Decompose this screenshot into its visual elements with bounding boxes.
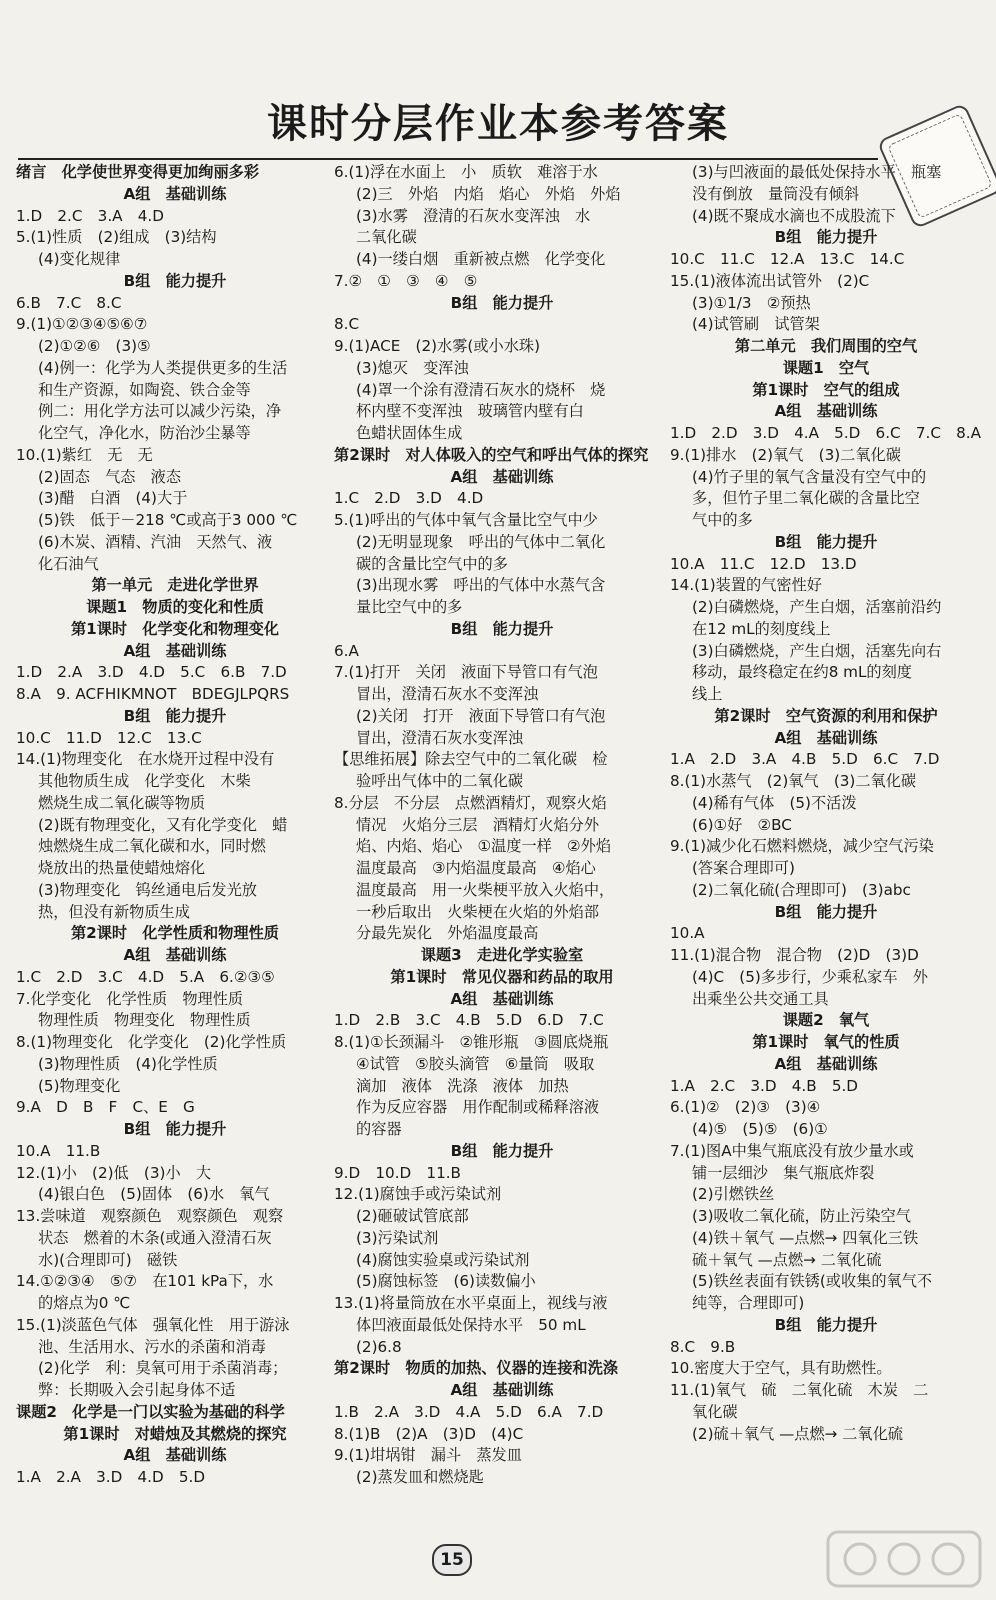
answer-line: (2)砸破试管底部 bbox=[356, 1207, 469, 1225]
answer-line: 1.D 2.D 3.D 4.A 5.D 6.C 7.C 8.A bbox=[670, 424, 982, 442]
page-title: 课时分层作业本参考答案 bbox=[267, 100, 729, 147]
watermark-logo bbox=[824, 1528, 984, 1590]
answer-line: (3)①1/3 ②预热 bbox=[692, 293, 811, 312]
answer-line: 在12 mL的刻度线上 bbox=[692, 619, 831, 638]
section-heading: 第二单元 我们周围的空气 bbox=[734, 337, 918, 355]
answer-line: 7.(1)打开 关闭 液面下导管口有气泡 bbox=[334, 663, 598, 682]
answer-line: 8.(1)物理变化 化学变化 (2)化学性质 bbox=[16, 1033, 287, 1051]
answer-line: (3)污染试剂 bbox=[356, 1228, 439, 1247]
answer-line: (2)三 外焰 内焰 焰心 外焰 外焰 bbox=[356, 184, 621, 203]
answer-line: (3)吸收二氧化硫，防止污染空气 bbox=[692, 1207, 911, 1225]
answer-line: (2)白磷燃烧，产生白烟，活塞前沿约 bbox=[692, 598, 942, 616]
answer-line: (2)化学 利：臭氧可用于杀菌消毒； bbox=[38, 1359, 288, 1378]
answer-line: 13.(1)将量筒放在水平桌面上，视线与液 bbox=[334, 1294, 608, 1312]
answer-line: 9.D 10.D 11.B bbox=[334, 1163, 461, 1182]
answer-line: 出乘坐公共交通工具 bbox=[692, 989, 829, 1008]
answer-line: 化空气，净化水，防治沙尘暴等 bbox=[38, 424, 251, 442]
section-heading: 第1课时 化学变化和物理变化 bbox=[70, 619, 279, 638]
answer-line: 情况 火焰分三层 酒精灯火焰分外 bbox=[356, 815, 599, 834]
section-heading: B组 能力提升 bbox=[774, 228, 878, 247]
answer-line: 9.(1)坩埚钳 漏斗 蒸发皿 bbox=[334, 1446, 522, 1465]
answer-line: 烛燃烧生成二氧化碳和水，同时燃 bbox=[38, 837, 266, 856]
section-heading: 第1课时 对蜡烛及其燃烧的探究 bbox=[63, 1424, 287, 1443]
answer-line: 水)(合理即可) 磁铁 bbox=[38, 1250, 178, 1269]
answer-line: (3)白磷燃烧，产生白烟，活塞先向右 bbox=[692, 641, 942, 660]
answer-line: (3)物理变化 钨丝通电后发光放 bbox=[38, 880, 257, 899]
answer-line: 弊：长期吸入会引起身体不适 bbox=[38, 1381, 236, 1399]
section-heading: 第2课时 对人体吸入的空气和呼出气体的探究 bbox=[334, 445, 649, 464]
answer-line: 1.C 2.D 3.C 4.D 5.A 6.②③⑤ bbox=[16, 967, 275, 986]
answer-line: (3)熄灭 变浑浊 bbox=[356, 358, 469, 377]
answer-line: 10.A 11.C 12.D 13.D bbox=[670, 554, 857, 573]
answer-line: 硫＋氧气 —点燃→ 二氧化硫 bbox=[692, 1250, 882, 1269]
section-heading: 课题1 物质的变化和性质 bbox=[86, 598, 264, 616]
answer-line: (6)①好 ②BC bbox=[692, 815, 792, 834]
answer-line: 移动，最终稳定在约8 mL的刻度 bbox=[692, 663, 912, 682]
answer-line: (2)关闭 打开 液面下导管口有气泡 bbox=[356, 706, 606, 725]
answer-line: (5)铁 低于－218 ℃或高于3 000 ℃ bbox=[38, 511, 298, 529]
answer-line: 6.A bbox=[334, 641, 359, 660]
answer-line: 8.(1)①长颈漏斗 ②锥形瓶 ③圆底烧瓶 bbox=[334, 1033, 609, 1051]
answer-line: 没有倒放 量筒没有倾斜 bbox=[692, 184, 860, 203]
answer-line: (2)二氧化硫(合理即可) (3)abc bbox=[692, 880, 911, 899]
answer-line: (5)物理变化 bbox=[38, 1076, 121, 1095]
answer-line: 11.(1)混合物 混合物 (2)D (3)D bbox=[670, 946, 919, 964]
answer-line: 9.(1)排水 (2)氧气 (3)二氧化碳 bbox=[670, 445, 901, 464]
answer-line: 7.化学变化 化学性质 物理性质 bbox=[16, 989, 244, 1008]
answer-line: (2)6.8 bbox=[356, 1337, 402, 1356]
answer-line: (3)与凹液面的最低处保持水平 瓶塞 bbox=[692, 163, 942, 181]
answer-line: 8.A 9. ACFHIKMNOT BDEGJLPQRS bbox=[16, 685, 290, 703]
section-heading: A组 基础训练 bbox=[123, 1446, 227, 1465]
section-heading: B组 能力提升 bbox=[123, 1120, 227, 1138]
answer-line: 体凹液面最低处保持水平 50 mL bbox=[356, 1315, 586, 1334]
answer-line: (4)银白色 (5)固体 (6)水 氧气 bbox=[38, 1185, 270, 1204]
section-heading: 第1课时 空气的组成 bbox=[752, 380, 900, 399]
answer-line: 5.(1)性质 (2)组成 (3)结构 bbox=[16, 228, 217, 247]
answer-line: 11.(1)氧气 硫 二氧化硫 木炭 二 bbox=[670, 1381, 929, 1399]
answer-line: (4)一缕白烟 重新被点燃 化学变化 bbox=[356, 250, 606, 268]
title-rule bbox=[18, 158, 878, 160]
answer-line: 温度最高 ③内焰温度最高 ④焰心 bbox=[356, 859, 596, 877]
answer-line: 1.D 2.C 3.A 4.D bbox=[16, 206, 164, 225]
answer-line: 杯内壁不变浑浊 玻璃管内壁有白 bbox=[356, 402, 584, 421]
answer-line: 的容器 bbox=[356, 1120, 402, 1138]
answer-line: ④试管 ⑤胶头滴管 ⑥量筒 吸取 bbox=[356, 1054, 595, 1073]
answer-line: 一秒后取出 火柴梗在火焰的外焰部 bbox=[356, 902, 599, 921]
section-heading: 第1课时 常见仪器和药品的取用 bbox=[390, 967, 614, 986]
answer-line: 烧放出的热量使蜡烛熔化 bbox=[38, 859, 206, 877]
answer-line: 6.B 7.C 8.C bbox=[16, 293, 122, 312]
section-heading: 第2课时 化学性质和物理性质 bbox=[70, 924, 279, 943]
section-heading: 课题2 氧气 bbox=[782, 1011, 870, 1030]
answer-line: 14.(1)物理变化 在水烧开过程中没有 bbox=[16, 750, 275, 769]
section-heading: 绪言 化学使世界变得更加绚丽多彩 bbox=[16, 163, 259, 181]
answer-line: (2)无明显现象 呼出的气体中二氧化 bbox=[356, 532, 606, 551]
section-heading: B组 能力提升 bbox=[774, 1315, 878, 1334]
answer-line: 1.A 2.D 3.A 4.B 5.D 6.C 7.D bbox=[670, 750, 940, 769]
answer-line: (2)硫＋氧气 —点燃→ 二氧化硫 bbox=[692, 1424, 903, 1443]
answer-line: 9.(1)ACE (2)水雾(或小水珠) bbox=[334, 337, 541, 355]
answer-line: 9.(1)减少化石燃料燃烧，减少空气污染 bbox=[670, 837, 934, 856]
answer-line: (4)既不聚成水滴也不成股流下 bbox=[692, 206, 896, 225]
answer-column-left bbox=[16, 162, 334, 1489]
section-heading: 课题2 化学是一门以实验为基础的科学 bbox=[16, 1402, 285, 1421]
answer-line: 14.(1)装置的气密性好 bbox=[670, 576, 822, 595]
answer-line: 1.B 2.A 3.D 4.A 5.D 6.A 7.D bbox=[334, 1402, 604, 1421]
section-heading: 课题1 空气 bbox=[782, 358, 870, 377]
answer-line: 1.A 2.A 3.D 4.D 5.D bbox=[16, 1468, 206, 1486]
answer-line: (5)铁丝表面有铁锈(或收集的氧气不 bbox=[692, 1272, 933, 1291]
answer-line: 10.A bbox=[670, 924, 705, 943]
section-heading: A组 基础训练 bbox=[450, 467, 554, 486]
section-heading: A组 基础训练 bbox=[450, 1381, 554, 1399]
answer-line: 化石油气 bbox=[38, 554, 99, 573]
section-heading: A组 基础训练 bbox=[450, 989, 554, 1008]
answer-line: 8.C 9.B bbox=[670, 1337, 736, 1356]
answer-line: (4)C (5)多步行，少乘私家车 外 bbox=[692, 967, 928, 986]
answer-line: (3)物理性质 (4)化学性质 bbox=[38, 1054, 218, 1073]
answer-line: 例二：用化学方法可以减少污染，净 bbox=[38, 402, 281, 421]
answer-line: 物理性质 物理变化 物理性质 bbox=[38, 1011, 251, 1030]
answer-line: (3)醋 白酒 (4)大于 bbox=[38, 489, 188, 508]
section-heading: 课题3 走进化学实验室 bbox=[420, 946, 584, 964]
answer-line: 14.①②③④ ⑤⑦ 在101 kPa下，水 bbox=[16, 1272, 274, 1291]
answer-line: (4)变化规律 bbox=[38, 250, 121, 268]
answer-line: 7.② ① ③ ④ ⑤ bbox=[334, 271, 478, 290]
answer-line: 验呼出气体中的二氧化碳 bbox=[356, 772, 524, 790]
answer-line: 12.(1)腐蚀手或污染试剂 bbox=[334, 1185, 502, 1204]
answer-line: (4)腐蚀实验桌或污染试剂 bbox=[356, 1250, 530, 1269]
answer-line: 1.C 2.D 3.D 4.D bbox=[334, 489, 484, 508]
answer-line: (答案合理即可) bbox=[692, 859, 795, 877]
answer-line: (4)稀有气体 (5)不活泼 bbox=[692, 793, 857, 812]
answer-line: 滴加 液体 洗涤 液体 加热 bbox=[356, 1076, 569, 1095]
answer-line: 13.尝味道 观察颜色 观察颜色 观察 bbox=[16, 1207, 284, 1225]
answer-line: 冒出，澄清石灰水变浑浊 bbox=[356, 728, 524, 747]
answer-line: 8.(1)水蒸气 (2)氧气 (3)二氧化碳 bbox=[670, 772, 917, 790]
answer-line: 6.(1)② (2)③ (3)④ bbox=[670, 1098, 821, 1117]
answer-line: 7.(1)图A中集气瓶底没有放少量水或 bbox=[670, 1141, 914, 1160]
answer-column-middle bbox=[334, 162, 670, 1489]
answer-line: 热，但没有新物质生成 bbox=[38, 902, 190, 921]
answer-line: 8.(1)B (2)A (3)D (4)C bbox=[334, 1424, 524, 1443]
section-heading: A组 基础训练 bbox=[123, 641, 227, 660]
answer-line: 10.(1)紫红 无 无 bbox=[16, 445, 153, 464]
answer-line: 1.D 2.B 3.C 4.B 5.D 6.D 7.C bbox=[334, 1011, 604, 1030]
answer-column-right bbox=[670, 162, 982, 1445]
answer-line: (4)铁＋氧气 —点燃→ 四氧化三铁 bbox=[692, 1228, 919, 1247]
answer-line: 燃烧生成二氧化碳等物质 bbox=[38, 793, 206, 812]
answer-line: (2)固态 气态 液态 bbox=[38, 467, 182, 486]
answer-line: 碳的含量比空气中的多 bbox=[356, 554, 508, 573]
answer-line: 8.C bbox=[334, 315, 360, 334]
answer-line: 池、生活用水、污水的杀菌和消毒 bbox=[38, 1337, 266, 1356]
section-heading: B组 能力提升 bbox=[450, 293, 554, 312]
answer-line: 5.(1)呼出的气体中氧气含量比空气中少 bbox=[334, 511, 598, 529]
section-heading: B组 能力提升 bbox=[123, 271, 227, 290]
answer-line: 15.(1)液体流出试管外 (2)C bbox=[670, 271, 870, 290]
answer-line: 铺一层细沙 集气瓶底炸裂 bbox=[692, 1163, 875, 1182]
answer-line: 10.C 11.D 12.C 13.C bbox=[16, 728, 202, 747]
answer-line: 6.(1)浮在水面上 小 质软 难溶于水 bbox=[334, 163, 598, 181]
answer-line: (6)木炭、酒精、汽油 天然气、液 bbox=[38, 532, 273, 551]
section-heading: B组 能力提升 bbox=[774, 902, 878, 921]
answer-line: 分最先炭化 外焰温度最高 bbox=[356, 924, 539, 943]
answer-line: (4)竹子里的氧气含量没有空气中的 bbox=[692, 467, 927, 486]
answer-line: 氧化碳 bbox=[692, 1402, 738, 1421]
answer-line: 9.A D B F C、E G bbox=[16, 1098, 195, 1117]
answer-line: (2)既有物理变化，又有化学变化 蜡 bbox=[38, 815, 288, 834]
answer-line: (4)⑤ (5)⑤ (6)① bbox=[692, 1120, 828, 1138]
answer-line: 量比空气中的多 bbox=[356, 598, 463, 616]
answer-line: 1.A 2.C 3.D 4.B 5.D bbox=[670, 1076, 859, 1095]
answer-line: (4)罩一个涂有澄清石灰水的烧杯 烧 bbox=[356, 380, 606, 399]
section-heading: 第一单元 走进化学世界 bbox=[91, 576, 259, 595]
answer-line: 温度最高 用一火柴梗平放入火焰中， bbox=[356, 880, 615, 899]
answer-line: 和生产资源，如陶瓷、铁合金等 bbox=[38, 380, 251, 399]
answer-line: (3)出现水雾 呼出的气体中水蒸气含 bbox=[356, 576, 606, 595]
answer-line: 气中的多 bbox=[692, 511, 753, 529]
answer-line: 12.(1)小 (2)低 (3)小 大 bbox=[16, 1163, 212, 1182]
section-heading: 第2课时 物质的加热、仪器的连接和洗涤 bbox=[334, 1359, 618, 1378]
section-heading: 第1课时 氧气的性质 bbox=[752, 1033, 900, 1051]
answer-line: 10.A 11.B bbox=[16, 1141, 101, 1160]
section-heading: A组 基础训练 bbox=[774, 1054, 878, 1073]
section-heading: B组 能力提升 bbox=[450, 1141, 554, 1160]
section-heading: 第2课时 空气资源的利用和保护 bbox=[714, 706, 938, 725]
answer-line: 焰、内焰、焰心 ①温度一样 ②外焰 bbox=[356, 837, 612, 856]
answer-line: (2)引燃铁丝 bbox=[692, 1185, 775, 1204]
answer-line: 8.分层 不分层 点燃酒精灯，观察火焰 bbox=[334, 793, 607, 812]
answer-line: 的熔点为0 ℃ bbox=[38, 1294, 131, 1312]
section-heading: A组 基础训练 bbox=[123, 184, 227, 203]
section-heading: A组 基础训练 bbox=[123, 946, 227, 964]
answer-line: (5)腐蚀标签 (6)读数偏小 bbox=[356, 1272, 536, 1291]
page-number: 15 bbox=[432, 1544, 472, 1576]
section-heading: B组 能力提升 bbox=[774, 532, 878, 551]
answer-line: (4)试管刷 试管架 bbox=[692, 315, 820, 334]
answer-line: 10.密度大于空气，具有助燃性。 bbox=[670, 1359, 892, 1378]
answer-line: (4)例一：化学为人类提供更多的生活 bbox=[38, 358, 288, 377]
answer-line: (3)水雾 澄清的石灰水变浑浊 水 bbox=[356, 206, 591, 225]
section-heading: A组 基础训练 bbox=[774, 728, 878, 747]
section-heading: B组 能力提升 bbox=[123, 706, 227, 725]
answer-line: 作为反应容器 用作配制或稀释溶液 bbox=[356, 1098, 599, 1117]
answer-line: 15.(1)淡蓝色气体 强氧化性 用于游泳 bbox=[16, 1315, 290, 1334]
answer-line: 【思维拓展】除去空气中的二氧化碳 检 bbox=[334, 750, 608, 769]
answer-line: 1.D 2.A 3.D 4.D 5.C 6.B 7.D bbox=[16, 663, 287, 682]
answer-line: (2)①②⑥ (3)⑤ bbox=[38, 337, 151, 355]
answer-line: 纯等，合理即可) bbox=[692, 1294, 805, 1312]
answer-line: 9.(1)①②③④⑤⑥⑦ bbox=[16, 315, 148, 334]
section-heading: A组 基础训练 bbox=[774, 402, 878, 421]
answer-line: 多，但竹子里二氧化碳的含量比空 bbox=[692, 489, 920, 508]
answer-line: 二氧化碳 bbox=[356, 228, 417, 247]
answer-line: 色蜡状固体生成 bbox=[356, 424, 463, 442]
answer-line: 冒出，澄清石灰水不变浑浊 bbox=[356, 685, 539, 703]
answer-line: (2)蒸发皿和燃烧匙 bbox=[356, 1468, 484, 1486]
answer-line: 其他物质生成 化学变化 木柴 bbox=[38, 772, 251, 790]
answer-line: 线上 bbox=[692, 685, 723, 703]
answer-line: 状态 燃着的木条(或通入澄清石灰 bbox=[38, 1228, 272, 1247]
answer-line: 10.C 11.C 12.A 13.C 14.C bbox=[670, 250, 905, 268]
section-heading: B组 能力提升 bbox=[450, 619, 554, 638]
